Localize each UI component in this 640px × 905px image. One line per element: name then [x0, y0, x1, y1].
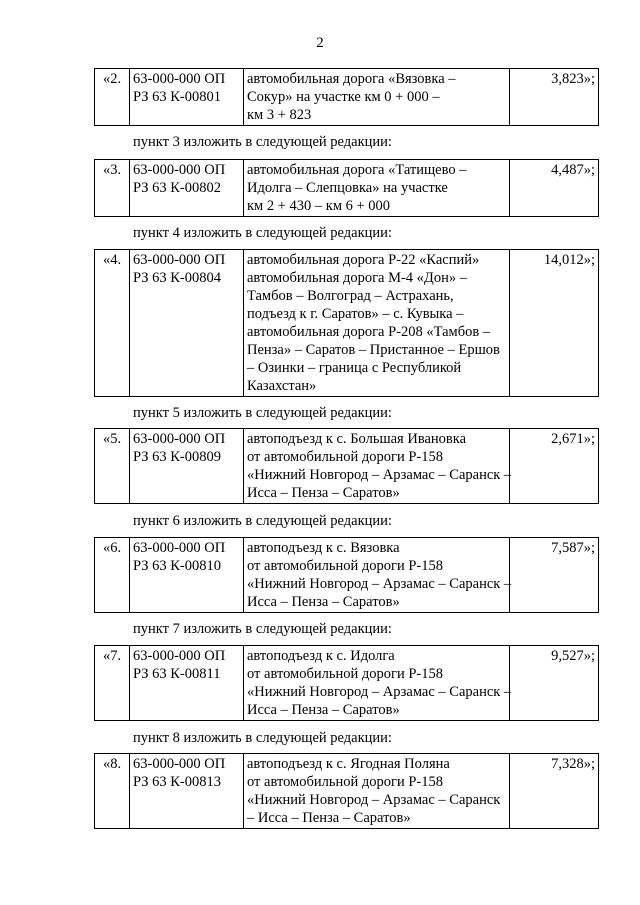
road-description: [244, 429, 510, 504]
instruction-text: пункт 8 изложить в следующей редакции:: [133, 730, 392, 746]
road-code-line: РЗ 63 К-00801: [133, 89, 222, 105]
description-line: Казахстан»: [247, 378, 317, 394]
description-line: автомобильная дорога Р-22 «Каспий»: [247, 252, 480, 268]
description-line: автомобильная дорога М-4 «Дон» –: [247, 270, 467, 286]
road-code-line: 63-000-000 ОП: [133, 71, 226, 87]
description-line: – Исса – Пенза – Саратов»: [247, 810, 411, 826]
entry-number: «3.: [95, 160, 130, 217]
table-row: [94, 68, 599, 126]
description-line: «Нижний Новгород – Арзамас – Саранск: [247, 792, 501, 808]
road-description: [244, 160, 510, 217]
road-code-line: 63-000-000 ОП: [133, 756, 226, 772]
road-code: [130, 429, 244, 504]
table-row: [94, 537, 599, 613]
road-code-line: РЗ 63 К-00802: [133, 180, 222, 196]
road-code-line: 63-000-000 ОП: [133, 540, 226, 556]
description-line: «Нижний Новгород – Арзамас – Саранск –: [247, 576, 512, 592]
road-code-line: РЗ 63 К-00813: [133, 774, 222, 790]
description-line: «Нижний Новгород – Арзамас – Саранск –: [247, 684, 512, 700]
road-code-line: 63-000-000 ОП: [133, 431, 226, 447]
description-line: Исса – Пенза – Саратов»: [247, 485, 400, 501]
road-code-line: РЗ 63 К-00809: [133, 449, 222, 465]
description-line: автомобильная дорога «Вязовка –: [247, 71, 456, 87]
instruction-text: пункт 3 изложить в следующей редакции:: [133, 134, 392, 150]
road-code: [130, 538, 244, 613]
entry-number: «8.: [95, 754, 130, 829]
road-length: 14,012»;: [510, 250, 599, 397]
description-line: Исса – Пенза – Саратов»: [247, 594, 400, 610]
road-description: [244, 69, 510, 126]
table-row: [94, 159, 599, 217]
page-number: 2: [316, 35, 324, 51]
road-code-line: РЗ 63 К-00804: [133, 270, 222, 286]
road-code: [130, 646, 244, 721]
road-length: 2,671»;: [510, 429, 599, 504]
road-code: [130, 160, 244, 217]
road-length: 7,587»;: [510, 538, 599, 613]
description-line: – Озинки – граница с Республикой: [247, 360, 462, 376]
description-line: Идолга – Слепцовка» на участке: [247, 180, 448, 196]
table-row: [94, 645, 599, 721]
road-code-line: 63-000-000 ОП: [133, 162, 226, 178]
road-code: [130, 69, 244, 126]
description-line: автомобильная дорога Р-208 «Тамбов –: [247, 324, 491, 340]
road-description: [244, 754, 510, 829]
description-line: км 3 + 823: [247, 107, 312, 123]
description-line: от автомобильной дороги Р-158: [247, 666, 443, 682]
road-code-line: РЗ 63 К-00811: [133, 666, 221, 682]
description-line: подъезд к г. Саратов» – с. Кувыка –: [247, 306, 464, 322]
description-line: Пенза» – Саратов – Пристанное – Ершов: [247, 342, 500, 358]
description-line: автоподъезд к с. Идолга: [247, 648, 395, 664]
entry-number: «7.: [95, 646, 130, 721]
entry-number: «6.: [95, 538, 130, 613]
description-line: Тамбов – Волгоград – Астрахань,: [247, 288, 454, 304]
description-line: автоподъезд к с. Ягодная Поляна: [247, 756, 450, 772]
description-line: автоподъезд к с. Большая Ивановка: [247, 431, 467, 447]
road-code-line: 63-000-000 ОП: [133, 648, 226, 664]
entry-number: «2.: [95, 69, 130, 126]
table-row: [94, 249, 599, 397]
road-code-line: 63-000-000 ОП: [133, 252, 226, 268]
description-line: Сокур» на участке км 0 + 000 –: [247, 89, 440, 105]
table-row: [94, 428, 599, 504]
description-line: км 2 + 430 – км 6 + 000: [247, 198, 391, 214]
road-description: [244, 538, 510, 613]
entry-number: «5.: [95, 429, 130, 504]
road-length: 9,527»;: [510, 646, 599, 721]
road-length: 4,487»;: [510, 160, 599, 217]
entry-number: «4.: [95, 250, 130, 397]
road-length: 3,823»;: [510, 69, 599, 126]
road-description: [244, 250, 510, 397]
description-line: «Нижний Новгород – Арзамас – Саранск –: [247, 467, 512, 483]
road-code: [130, 754, 244, 829]
instruction-text: пункт 6 изложить в следующей редакции:: [133, 513, 392, 529]
description-line: от автомобильной дороги Р-158: [247, 774, 443, 790]
description-line: от автомобильной дороги Р-158: [247, 449, 443, 465]
instruction-text: пункт 4 изложить в следующей редакции:: [133, 225, 392, 241]
road-code: [130, 250, 244, 397]
description-line: автоподъезд к с. Вязовка: [247, 540, 400, 556]
description-line: Исса – Пенза – Саратов»: [247, 702, 400, 718]
instruction-text: пункт 7 изложить в следующей редакции:: [133, 621, 392, 637]
road-description: [244, 646, 510, 721]
instruction-text: пункт 5 изложить в следующей редакции:: [133, 405, 392, 421]
road-code-line: РЗ 63 К-00810: [133, 558, 222, 574]
description-line: от автомобильной дороги Р-158: [247, 558, 443, 574]
description-line: автомобильная дорога «Татищево –: [247, 162, 467, 178]
road-length: 7,328»;: [510, 754, 599, 829]
table-row: [94, 753, 599, 829]
